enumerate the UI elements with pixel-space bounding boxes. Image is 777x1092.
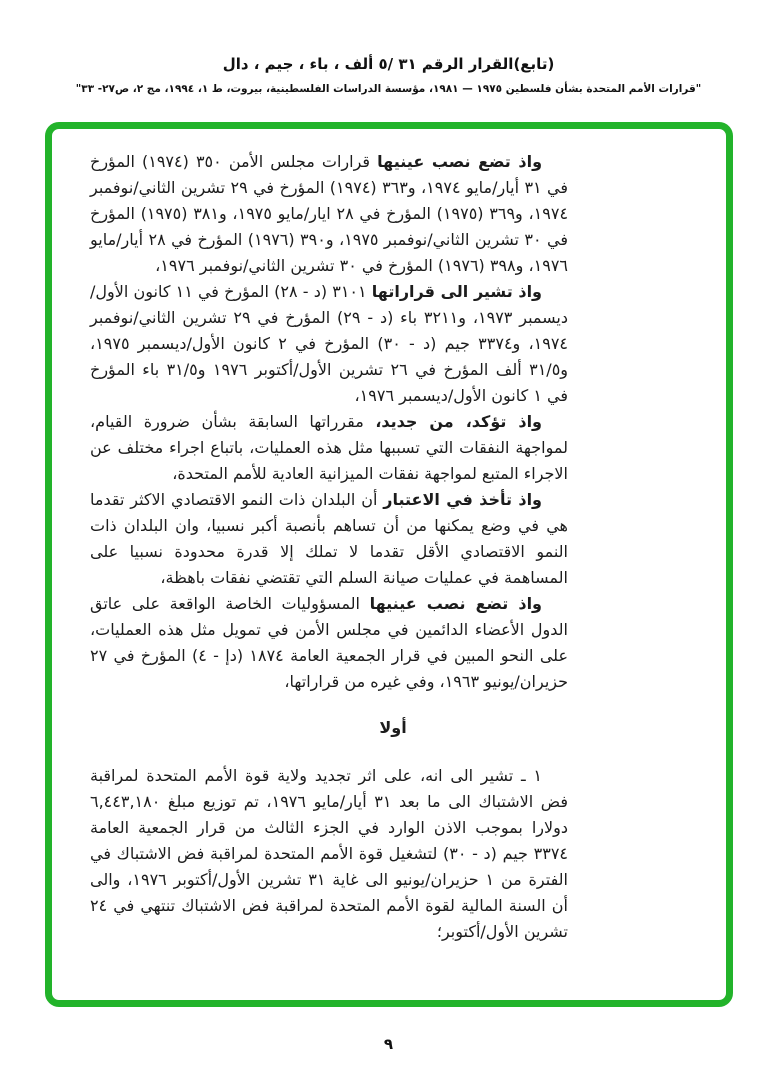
paragraph-lead: واذ تأخذ في الاعتبار bbox=[383, 490, 542, 509]
page-number: ٩ bbox=[383, 1035, 394, 1053]
paragraph: واذ تؤكد، من جديد، مقرراتها السابقة بشأن ضرورة القيام، لمواجهة النفقات التي تسببها مثل هذه العمليات، باتباع اجراء مختلف عن الاجراء المتبع لمواجهة نفقات الميزانية العادية للأمم المتحدة، bbox=[90, 412, 568, 483]
paragraph: ١ ـ تشير الى انه، على اثر تجديد ولاية قوة الأمم المتحدة لمراقبة فض الاشتباك الى ما بعد ٣١ أيار/مايو ١٩٧٦، تم توزيع مبلغ ٦,٤٤٣,١٨٠ دولارا بموجب الاذن الوارد في الجزء الثالث من قرار الجمعية العامة ٣٣٧٤ جيم (د - ٣٠) لتشغيل قوة الأمم المتحدة لمراقبة فض الاشتباك في الفترة من ١ حزيران/يونيو الى غاية ٣١ تشرين الأول/أكتوبر ١٩٧٦، والى أن السنة المالية لقوة الأمم المتحدة لمراقبة فض الاشتباك تنتهي في ٢٤ تشرين الأول/أكتوبر؛ bbox=[90, 766, 569, 941]
highlight-box bbox=[45, 122, 733, 1007]
resolution-text bbox=[52, 129, 726, 945]
paragraph: واذ تضع نصب عينيها قرارات مجلس الأمن ٣٥٠ (١٩٧٤) المؤرخ في ٣١ أيار/مايو ١٩٧٤، و٣٦٣ (١٩٧٤) المؤرخ في ٢٩ تشرين الثاني/نوفمبر ١٩٧٤، و٣٦٩ (١٩٧٥) المؤرخ في ٢٨ ايار/مايو ١٩٧٥، و٣٨١ (١٩٧٥) المؤرخ في ٣٠ تشرين الثاني/نوفمبر ١٩٧٥، و٣٩٠ (١٩٧٦) المؤرخ في ٢٨ أيار/مايو ١٩٧٦، و٣٩٨ (١٩٧٦) المؤرخ في ٣٠ تشرين الثاني/نوفمبر ١٩٧٦، bbox=[90, 152, 569, 275]
paragraph: واذ تشير الى قراراتها ٣١٠١ (د - ٢٨) المؤرخ في ١١ كانون الأول/ديسمبر ١٩٧٣، و٣٢١١ باء (د - ٢٩) المؤرخ في ٢٩ تشرين الثاني/نوفمبر ١٩٧٤، و٣٣٧٤ جيم (د - ٣٠) المؤرخ في ٢ كانون الأول/ديسمبر ١٩٧٥، و٣١/٥ ألف المؤرخ في ٢٦ تشرين الأول/أكتوبر ١٩٧٦ و٣١/٥ باء المؤرخ في ١ كانون الأول/ديسمبر ١٩٧٦، bbox=[90, 282, 569, 405]
header-source-citation: "قرارات الأمم المتحدة بشأن فلسطين ١٩٧٥ — ١٩٨١، مؤسسة الدراسات الفلسطينية، بيروت، ط ١، ١٩٩٤، مج ٢، ص٢٧- ٣٣" bbox=[75, 83, 702, 95]
header-resolution-title: (تابع)القرار الرقم ٣١ /٥ ألف ، باء ، جيم ، دال bbox=[222, 55, 555, 73]
paragraph-lead: واذ تشير الى قراراتها bbox=[371, 282, 543, 301]
section-heading: أولا bbox=[379, 718, 407, 737]
paragraph-lead: واذ تضع نصب عينيها bbox=[377, 152, 543, 171]
paragraph: واذ تضع نصب عينيها المسؤوليات الخاصة الواقعة على عاتق الدول الأعضاء الدائمين في مجلس الأمن في تمويل مثل هذه العمليات، على النحو المبين في قرار الجمعية العامة ١٨٧٤ (دإ - ٤) المؤرخ في ٢٧ حزيران/يونيو ١٩٦٣، وفي غيره من قراراتها، bbox=[90, 594, 568, 691]
page-header bbox=[0, 55, 777, 95]
paragraph-lead: واذ تضع نصب عينيها bbox=[369, 594, 543, 613]
paragraph: واذ تأخذ في الاعتبار أن البلدان ذات النمو الاقتصادي الاكثر تقدما هي في وضع يمكنها من أن تساهم بأنصبة أكبر نسبيا، وان البلدان ذات النمو الاقتصادي الأقل تقدما لا تملك إلا قدرة محدودة نسبيا على المساهمة في عمليات صيانة السلم التي تقتضي نفقات باهظة، bbox=[90, 490, 568, 587]
paragraph-lead: واذ تؤكد، من جديد، bbox=[375, 412, 543, 431]
